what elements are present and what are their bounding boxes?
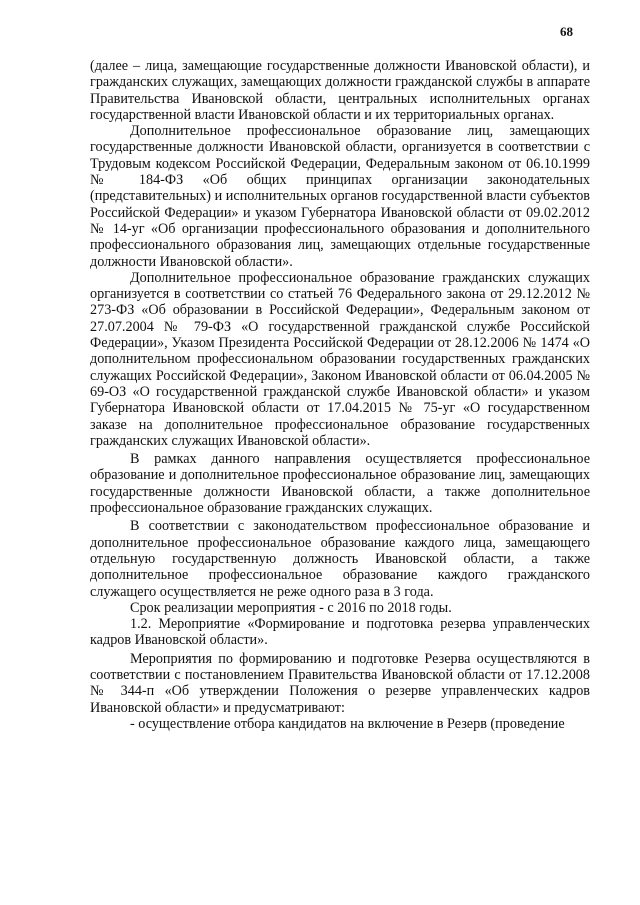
paragraph-legislation-frequency: В соответствии с законодательством профессиональное образование и дополнительное профессиональное образование каждого лица, замещающего отдельную государственную должность Ивановской области, а также дополнительное профессиональное образование каждого гражданского служащего осуществляется не реже одного раза в 3 года. xyxy=(90,518,590,600)
paragraph-implementation-period: Срок реализации мероприятия - с 2016 по 2018 годы. xyxy=(130,599,452,616)
document-body xyxy=(90,58,590,732)
page-number: 68 xyxy=(560,24,573,39)
paragraph-list-item: - осуществление отбора кандидатов на включение в Резерв (проведение xyxy=(130,715,565,732)
paragraph-reserve-activities: Мероприятия по формированию и подготовке Резерва осуществляются в соответствии с постановлением Правительства Ивановской области от 17.12.2008 № 344-п «Об утверждении Положения о резерве управленческих кадров Ивановской области» и предусматривают: xyxy=(90,650,590,716)
paragraph-activity-heading: 1.2. Мероприятие «Формирование и подготовка резерва управленческих кадров Ивановской области». xyxy=(90,616,590,649)
paragraph-civil-servants-education: Дополнительное профессиональное образование гражданских служащих организуется в соответствии со статьей 76 Федерального закона от 29.12.2012 № 273-ФЗ «Об образовании в Российской Федерации», Федеральным законом от 27.07.2004 № 79-ФЗ «О государственной гражданской службе Российской Федерации», Указом Президента Российской Федерации от 28.12.2006 № 1474 «О дополнительном профессиональном образовании государственных гражданских служащих Российской Федерации», Законом Ивановской области от 06.04.2005 № 69-ОЗ «О государственной гражданской службе Ивановской области» и указом Губернатора Ивановской области от 17.04.2015 № 75-уг «О государственном заказе на дополнительное профессиональное образование государственных гражданских служащих Ивановской области». xyxy=(90,269,590,449)
paragraph-continuation: (далее – лица, замещающие государственные должности Ивановской области), и гражданских служащих, замещающих должности гражданской службы в аппарате Правительства Ивановской области, центральных исполнительных органах государственной власти Ивановской области и их территориальных органах. xyxy=(90,58,590,123)
paragraph-direction-scope: В рамках данного направления осуществляется профессиональное образование и дополнительное профессиональное образование лиц, замещающих государственные должности Ивановской области, а также дополнительное профессиональное образование гражданских служащих. xyxy=(90,451,590,517)
paragraph-officials-education: Дополнительное профессиональное образование лиц, замещающих государственные должности Ивановской области, организуется в соответствии с Трудовым кодексом Российской Федерации, Федеральным законом от 06.10.1999 № 184-ФЗ «Об общих принципах организации законодательных (представительных) и исполнительных органов государственной власти субъектов Российской Федерации» и указом Губернатора Ивановской области от 09.02.2012 № 14-уг «Об организации профессионального образования и дополнительного профессионального образования лиц, замещающих отдельные государственные должности Ивановской области». xyxy=(90,123,590,270)
